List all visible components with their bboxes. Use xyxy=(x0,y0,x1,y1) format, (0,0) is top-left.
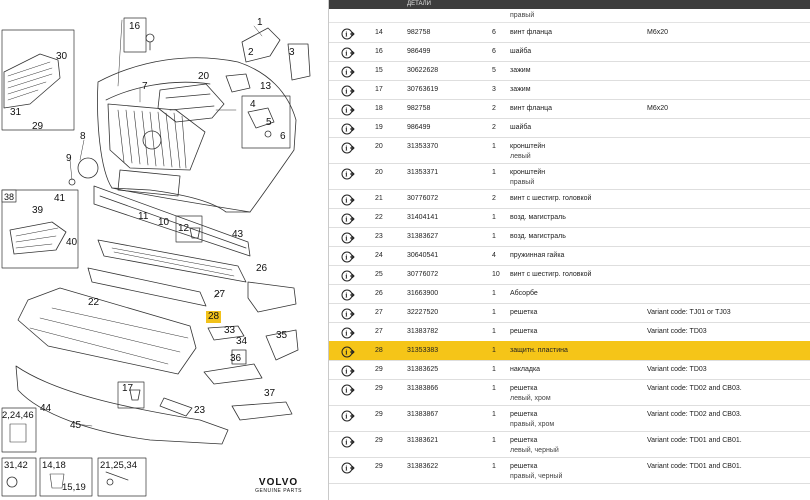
position-number: 27 xyxy=(375,328,383,335)
part-number: 31383782 xyxy=(407,328,439,335)
position-number: 29 xyxy=(375,437,383,444)
table-row[interactable] xyxy=(329,61,810,81)
table-row[interactable] xyxy=(329,246,810,266)
position-number: 15 xyxy=(375,67,383,74)
part-number: 30640541 xyxy=(407,252,439,259)
info-arrow-icon[interactable] xyxy=(341,345,355,357)
quantity: 6 xyxy=(492,48,496,55)
table-row[interactable] xyxy=(329,208,810,228)
svg-text:i: i xyxy=(345,125,348,134)
callout-3[interactable]: 3 xyxy=(289,47,295,58)
position-number: 18 xyxy=(375,105,383,112)
callout-37[interactable]: 37 xyxy=(264,388,276,399)
part-number: 31383625 xyxy=(407,366,439,373)
part-side: правый xyxy=(510,179,535,186)
part-name: зажим xyxy=(510,67,531,74)
parts-list xyxy=(329,0,810,500)
position-number: 29 xyxy=(375,366,383,373)
info-arrow-icon[interactable] xyxy=(341,167,355,179)
quantity: 2 xyxy=(492,105,496,112)
quantity: 1 xyxy=(492,169,496,176)
part-name: решетка xyxy=(510,309,538,316)
info-arrow-icon[interactable] xyxy=(341,212,355,224)
part-number: 31383621 xyxy=(407,437,439,444)
table-row[interactable] xyxy=(329,163,810,190)
quantity: 1 xyxy=(492,366,496,373)
position-number: 19 xyxy=(375,124,383,131)
quantity: 10 xyxy=(492,271,500,278)
svg-text:i: i xyxy=(345,215,348,224)
svg-text:i: i xyxy=(345,348,348,357)
info-arrow-icon[interactable] xyxy=(341,65,355,77)
info-arrow-icon[interactable] xyxy=(341,461,355,473)
quantity: 6 xyxy=(492,29,496,36)
info-arrow-icon[interactable] xyxy=(341,84,355,96)
quantity: 3 xyxy=(492,86,496,93)
table-row[interactable] xyxy=(329,284,810,304)
position-number: 28 xyxy=(375,347,383,354)
table-row[interactable] xyxy=(329,137,810,164)
part-name: накладка xyxy=(510,366,541,373)
part-note: Variant code: TD03 xyxy=(647,366,707,373)
part-name: шайба xyxy=(510,48,532,55)
previous-row-remainder xyxy=(329,9,810,23)
quantity: 1 xyxy=(492,347,496,354)
part-number: 31663900 xyxy=(407,290,439,297)
quantity: 1 xyxy=(492,143,496,150)
quantity: 1 xyxy=(492,309,496,316)
position-number: 22 xyxy=(375,214,383,221)
svg-text:i: i xyxy=(345,170,348,179)
part-side: левый xyxy=(510,153,531,160)
svg-text:i: i xyxy=(345,272,348,281)
callout-44[interactable]: 44 xyxy=(40,403,52,414)
callout-41[interactable]: 41 xyxy=(54,193,66,204)
part-side: левый, черный xyxy=(510,447,559,454)
quantity: 2 xyxy=(492,195,496,202)
part-name: кронштейн xyxy=(510,169,546,176)
callout-34[interactable]: 34 xyxy=(236,336,248,347)
position-number: 26 xyxy=(375,290,383,297)
quantity: 5 xyxy=(492,67,496,74)
svg-text:i: i xyxy=(345,464,348,473)
callout-15-19[interactable]: 15,19 xyxy=(62,482,86,493)
callout-29[interactable]: 29 xyxy=(32,121,44,132)
table-row[interactable] xyxy=(329,431,810,458)
callout-9[interactable]: 9 xyxy=(66,153,72,164)
position-number: 17 xyxy=(375,86,383,93)
part-number: 982758 xyxy=(407,29,431,36)
quantity: 1 xyxy=(492,290,496,297)
callout-40[interactable]: 40 xyxy=(66,237,78,248)
position-number: 14 xyxy=(375,29,383,36)
part-number: 31383622 xyxy=(407,463,439,470)
part-note: M6x20 xyxy=(647,29,669,36)
part-number: 32227520 xyxy=(407,309,439,316)
callout-35[interactable]: 35 xyxy=(276,330,288,341)
quantity: 1 xyxy=(492,233,496,240)
position-number: 20 xyxy=(375,143,383,150)
info-arrow-icon[interactable] xyxy=(341,326,355,338)
part-name: защитн. пластина xyxy=(510,347,568,354)
callout-31[interactable]: 31 xyxy=(10,107,22,118)
table-row[interactable] xyxy=(329,118,810,138)
svg-text:i: i xyxy=(345,106,348,115)
callout-20[interactable]: 20 xyxy=(198,71,210,82)
info-arrow-icon[interactable] xyxy=(341,103,355,115)
table-row[interactable] xyxy=(329,80,810,100)
svg-text:i: i xyxy=(345,329,348,338)
info-arrow-icon[interactable] xyxy=(341,409,355,421)
position-number: 20 xyxy=(375,169,383,176)
info-arrow-icon[interactable] xyxy=(341,364,355,376)
svg-text:i: i xyxy=(345,234,348,243)
quantity: 2 xyxy=(492,124,496,131)
part-number: 31383627 xyxy=(407,233,439,240)
callout-10[interactable]: 10 xyxy=(158,217,170,228)
table-row[interactable] xyxy=(329,379,810,406)
callout-2-24-46[interactable]: 2,24,46 xyxy=(2,410,34,421)
part-side: правый, черный xyxy=(510,473,563,480)
info-arrow-icon[interactable] xyxy=(341,141,355,153)
part-side: левый, хром xyxy=(510,395,551,402)
svg-text:i: i xyxy=(345,253,348,262)
callout-36[interactable]: 36 xyxy=(230,353,242,364)
part-name: решетка xyxy=(510,385,538,392)
part-note: M6x20 xyxy=(647,105,669,112)
part-note: Variant code: TJ01 or TJ03 xyxy=(647,309,731,316)
svg-text:i: i xyxy=(345,438,348,447)
info-arrow-icon[interactable] xyxy=(341,122,355,134)
callout-7[interactable]: 7 xyxy=(142,81,148,92)
quantity: 1 xyxy=(492,328,496,335)
position-number: 27 xyxy=(375,309,383,316)
position-number: 21 xyxy=(375,195,383,202)
callout-16[interactable]: 16 xyxy=(129,21,141,32)
callout-6[interactable]: 6 xyxy=(280,131,286,142)
part-number: 31404141 xyxy=(407,214,439,221)
table-row[interactable] xyxy=(329,360,810,380)
part-name: решетка xyxy=(510,437,538,444)
callout-22[interactable]: 22 xyxy=(88,297,100,308)
part-side: правый, хром xyxy=(510,421,555,428)
callout-38[interactable]: 38 xyxy=(4,192,15,202)
info-arrow-icon[interactable] xyxy=(341,46,355,58)
callout-12[interactable]: 12 xyxy=(178,223,190,234)
position-number: 25 xyxy=(375,271,383,278)
part-number: 982758 xyxy=(407,105,431,112)
part-note: Variant code: TD02 and CB03. xyxy=(647,411,742,418)
svg-text:i: i xyxy=(345,87,348,96)
part-name: решетка xyxy=(510,463,538,470)
part-name: винт фланца xyxy=(510,105,552,112)
brand-subtitle: GENUINE PARTS xyxy=(255,488,302,494)
header-details-label: ДЕТАЛИ xyxy=(407,1,431,7)
part-number: 31353371 xyxy=(407,169,439,176)
callout-39[interactable]: 39 xyxy=(32,205,44,216)
position-number: 29 xyxy=(375,411,383,418)
svg-text:i: i xyxy=(345,412,348,421)
svg-text:i: i xyxy=(345,386,348,395)
table-row[interactable] xyxy=(329,405,810,432)
part-name: винт фланца xyxy=(510,29,552,36)
quantity: 1 xyxy=(492,214,496,221)
svg-text:i: i xyxy=(345,291,348,300)
table-row[interactable] xyxy=(329,322,810,342)
table-row[interactable] xyxy=(329,99,810,119)
position-number: 23 xyxy=(375,233,383,240)
part-number: 31383866 xyxy=(407,385,439,392)
info-arrow-icon[interactable] xyxy=(341,435,355,447)
table-row-selected[interactable] xyxy=(329,341,810,361)
callout-30[interactable]: 30 xyxy=(56,51,68,62)
part-name: решетка xyxy=(510,411,538,418)
part-number: 31383867 xyxy=(407,411,439,418)
callout-28-highlighted[interactable]: 28 xyxy=(208,311,220,322)
part-number: 31353383 xyxy=(407,347,439,354)
quantity: 1 xyxy=(492,437,496,444)
part-number: 31353370 xyxy=(407,143,439,150)
position-number: 24 xyxy=(375,252,383,259)
info-arrow-icon[interactable] xyxy=(341,231,355,243)
position-number: 29 xyxy=(375,385,383,392)
callout-33[interactable]: 33 xyxy=(224,325,236,336)
info-arrow-icon[interactable] xyxy=(341,383,355,395)
table-row[interactable] xyxy=(329,457,810,484)
info-arrow-icon[interactable] xyxy=(341,307,355,319)
position-number: 16 xyxy=(375,48,383,55)
svg-text:i: i xyxy=(345,30,348,39)
quantity: 1 xyxy=(492,385,496,392)
position-number: 29 xyxy=(375,463,383,470)
part-number: 986499 xyxy=(407,48,431,55)
callout-8[interactable]: 8 xyxy=(80,131,86,142)
part-number: 30776072 xyxy=(407,195,439,202)
part-name: решетка xyxy=(510,328,538,335)
part-note: Variant code: TD03 xyxy=(647,328,707,335)
part-number: 30622628 xyxy=(407,67,439,74)
quantity: 4 xyxy=(492,252,496,259)
parts-diagram xyxy=(0,0,329,500)
table-header xyxy=(329,0,810,9)
previous-row-sub: правый xyxy=(510,12,535,19)
quantity: 1 xyxy=(492,411,496,418)
callout-1[interactable]: 1 xyxy=(257,17,263,28)
part-name: возд. магистраль xyxy=(510,233,566,240)
callout-23[interactable]: 23 xyxy=(194,405,206,416)
info-arrow-icon[interactable] xyxy=(341,250,355,262)
part-name: шайба xyxy=(510,124,532,131)
callout-31-42[interactable]: 31,42 xyxy=(4,460,28,471)
volvo-genuine-parts-logo xyxy=(255,477,302,494)
callout-4[interactable]: 4 xyxy=(250,99,256,110)
part-note: Variant code: TD01 and CB01. xyxy=(647,437,742,444)
callout-11[interactable]: 11 xyxy=(138,211,149,222)
info-arrow-icon[interactable] xyxy=(341,193,355,205)
quantity: 1 xyxy=(492,463,496,470)
callout-45[interactable]: 45 xyxy=(70,420,82,431)
part-name: зажим xyxy=(510,86,531,93)
svg-text:i: i xyxy=(345,310,348,319)
svg-text:i: i xyxy=(345,367,348,376)
callout-26[interactable]: 26 xyxy=(256,263,268,274)
svg-text:i: i xyxy=(345,49,348,58)
exploded-view-drawing xyxy=(0,0,328,500)
callout-43[interactable]: 43 xyxy=(232,229,244,240)
part-name: кронштейн xyxy=(510,143,546,150)
part-name: пружинная гайка xyxy=(510,252,565,259)
callout-17[interactable]: 17 xyxy=(122,383,134,394)
svg-text:i: i xyxy=(345,196,348,205)
part-number: 30776072 xyxy=(407,271,439,278)
table-row[interactable] xyxy=(329,303,810,323)
brand-name: VOLVO xyxy=(258,477,299,488)
table-row[interactable] xyxy=(329,265,810,285)
callout-14-18[interactable]: 14,18 xyxy=(42,460,66,471)
svg-text:i: i xyxy=(345,144,348,153)
part-note: Variant code: TD02 and CB03. xyxy=(647,385,742,392)
part-note: Variant code: TD01 and CB01. xyxy=(647,463,742,470)
table-row[interactable] xyxy=(329,23,810,43)
info-arrow-icon[interactable] xyxy=(341,27,355,39)
callout-27[interactable]: 27 xyxy=(214,289,226,300)
part-name: винт с шестигр. головкой xyxy=(510,195,592,202)
part-name: винт с шестигр. головкой xyxy=(510,271,592,278)
table-row[interactable] xyxy=(329,42,810,62)
callout-2[interactable]: 2 xyxy=(248,47,254,58)
part-name: возд. магистраль xyxy=(510,214,566,221)
table-row[interactable] xyxy=(329,227,810,247)
info-arrow-icon[interactable] xyxy=(341,269,355,281)
part-number: 30763619 xyxy=(407,86,439,93)
part-name: Абсорбе xyxy=(510,290,538,297)
callout-21-25-34[interactable]: 21,25,34 xyxy=(100,460,137,471)
part-number: 986499 xyxy=(407,124,431,131)
callout-13[interactable]: 13 xyxy=(260,81,272,92)
callout-5[interactable]: 5 xyxy=(266,117,272,128)
table-row[interactable] xyxy=(329,189,810,209)
info-arrow-icon[interactable] xyxy=(341,288,355,300)
svg-text:i: i xyxy=(345,68,348,77)
